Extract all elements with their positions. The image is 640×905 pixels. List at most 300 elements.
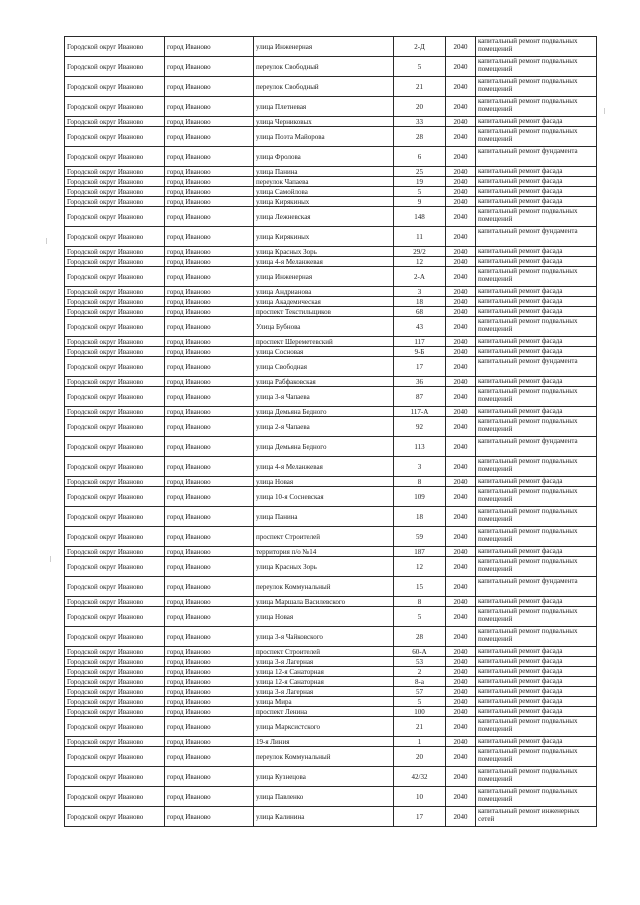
district-cell: Городской округ Иваново [65, 97, 165, 117]
year-cell: 2040 [446, 317, 476, 337]
table-row [65, 337, 597, 347]
work-type-cell: капитальный ремонт инженерных сетей [476, 807, 597, 827]
district-cell: Городской округ Иваново [65, 657, 165, 667]
table-row [65, 297, 597, 307]
house-number-cell: 5 [394, 187, 446, 197]
street-cell: улица Новая [254, 607, 394, 627]
work-type-cell: капитальный ремонт подвальных помещений [476, 767, 597, 787]
city-cell: город Иваново [165, 337, 254, 347]
city-cell: город Иваново [165, 127, 254, 147]
work-type-cell: капитальный ремонт фасада [476, 117, 597, 127]
city-cell: город Иваново [165, 677, 254, 687]
table-row [65, 647, 597, 657]
street-cell: улица Мира [254, 697, 394, 707]
district-cell: Городской округ Иваново [65, 627, 165, 647]
district-cell: Городской округ Иваново [65, 407, 165, 417]
district-cell: Городской округ Иваново [65, 347, 165, 357]
city-cell: город Иваново [165, 347, 254, 357]
street-cell: улица Марксистского [254, 717, 394, 737]
street-cell: улица 3-я Чапаева [254, 387, 394, 407]
table-row [65, 687, 597, 697]
city-cell: город Иваново [165, 417, 254, 437]
table-row [65, 147, 597, 167]
work-type-cell: капитальный ремонт фасада [476, 597, 597, 607]
work-type-cell: капитальный ремонт фасада [476, 167, 597, 177]
house-number-cell: 8 [394, 597, 446, 607]
district-cell: Городской округ Иваново [65, 597, 165, 607]
street-cell: улица 3-я Лагерная [254, 687, 394, 697]
district-cell: Городской округ Иваново [65, 247, 165, 257]
street-cell: Улица Бубнова [254, 317, 394, 337]
year-cell: 2040 [446, 307, 476, 317]
city-cell: город Иваново [165, 667, 254, 677]
table-row [65, 57, 597, 77]
work-type-cell: капитальный ремонт фундамента [476, 227, 597, 247]
year-cell: 2040 [446, 787, 476, 807]
scan-mark [50, 556, 51, 562]
year-cell: 2040 [446, 437, 476, 457]
house-number-cell: 12 [394, 557, 446, 577]
table-row [65, 527, 597, 547]
house-number-cell: 19 [394, 177, 446, 187]
district-cell: Городской округ Иваново [65, 527, 165, 547]
year-cell: 2040 [446, 507, 476, 527]
house-number-cell: 20 [394, 97, 446, 117]
house-number-cell: 42/32 [394, 767, 446, 787]
city-cell: город Иваново [165, 487, 254, 507]
street-cell: улица 4-я Меланжевая [254, 457, 394, 477]
district-cell: Городской округ Иваново [65, 577, 165, 597]
street-cell: улица Академическая [254, 297, 394, 307]
house-number-cell: 2-Д [394, 37, 446, 57]
house-number-cell: 9-Б [394, 347, 446, 357]
year-cell: 2040 [446, 97, 476, 117]
district-cell: Городской округ Иваново [65, 287, 165, 297]
district-cell: Городской округ Иваново [65, 607, 165, 627]
year-cell: 2040 [446, 627, 476, 647]
table-row [65, 477, 597, 487]
street-cell: улица Плетневая [254, 97, 394, 117]
house-number-cell: 117 [394, 337, 446, 347]
city-cell: город Иваново [165, 787, 254, 807]
year-cell: 2040 [446, 197, 476, 207]
table-row [65, 127, 597, 147]
work-type-cell: капитальный ремонт фасада [476, 737, 597, 747]
city-cell: город Иваново [165, 547, 254, 557]
street-cell: переулок Свободный [254, 57, 394, 77]
city-cell: город Иваново [165, 647, 254, 657]
street-cell: улица Самойлова [254, 187, 394, 197]
house-number-cell: 2 [394, 667, 446, 677]
work-type-cell: капитальный ремонт фасада [476, 657, 597, 667]
table-row [65, 207, 597, 227]
work-type-cell: капитальный ремонт фасада [476, 687, 597, 697]
house-number-cell: 20 [394, 747, 446, 767]
street-cell: улица Свободная [254, 357, 394, 377]
work-type-cell: капитальный ремонт фасада [476, 187, 597, 197]
district-cell: Городской округ Иваново [65, 357, 165, 377]
table-row [65, 697, 597, 707]
street-cell: улица Новая [254, 477, 394, 487]
scan-mark [604, 108, 605, 114]
house-number-cell: 109 [394, 487, 446, 507]
house-number-cell: 92 [394, 417, 446, 437]
table-row [65, 177, 597, 187]
street-cell: проспект Шереметевский [254, 337, 394, 347]
year-cell: 2040 [446, 187, 476, 197]
work-type-cell: капитальный ремонт фасада [476, 647, 597, 657]
street-cell: улица Демьяна Бедного [254, 407, 394, 417]
work-type-cell: капитальный ремонт фасада [476, 377, 597, 387]
district-cell: Городской округ Иваново [65, 127, 165, 147]
street-cell: улица Маршала Василевского [254, 597, 394, 607]
house-number-cell: 8 [394, 477, 446, 487]
year-cell: 2040 [446, 357, 476, 377]
table-row [65, 167, 597, 177]
work-type-cell: капитальный ремонт фундамента [476, 357, 597, 377]
district-cell: Городской округ Иваново [65, 207, 165, 227]
year-cell: 2040 [446, 487, 476, 507]
year-cell: 2040 [446, 337, 476, 347]
year-cell: 2040 [446, 697, 476, 707]
work-type-cell: капитальный ремонт подвальных помещений [476, 317, 597, 337]
city-cell: город Иваново [165, 37, 254, 57]
street-cell: улица Инженерная [254, 37, 394, 57]
street-cell: улица 3-я Лагерная [254, 657, 394, 667]
year-cell: 2040 [446, 597, 476, 607]
table-row [65, 247, 597, 257]
house-number-cell: 11 [394, 227, 446, 247]
year-cell: 2040 [446, 227, 476, 247]
work-type-cell: капитальный ремонт подвальных помещений [476, 487, 597, 507]
year-cell: 2040 [446, 667, 476, 677]
table-row [65, 667, 597, 677]
table-row [65, 317, 597, 337]
street-cell: улица 12-я Санаторная [254, 677, 394, 687]
house-number-cell: 21 [394, 77, 446, 97]
year-cell: 2040 [446, 267, 476, 287]
house-number-cell: 57 [394, 687, 446, 697]
repair-schedule-table [64, 36, 597, 827]
street-cell: улица Демьяна Бедного [254, 437, 394, 457]
work-type-cell: капитальный ремонт подвальных помещений [476, 127, 597, 147]
year-cell: 2040 [446, 287, 476, 297]
city-cell: город Иваново [165, 747, 254, 767]
street-cell: улица Павленко [254, 787, 394, 807]
house-number-cell: 6 [394, 147, 446, 167]
city-cell: город Иваново [165, 717, 254, 737]
street-cell: улица Сосновая [254, 347, 394, 357]
district-cell: Городской округ Иваново [65, 667, 165, 677]
city-cell: город Иваново [165, 767, 254, 787]
house-number-cell: 25 [394, 167, 446, 177]
year-cell: 2040 [446, 707, 476, 717]
house-number-cell: 36 [394, 377, 446, 387]
year-cell: 2040 [446, 297, 476, 307]
work-type-cell: капитальный ремонт подвальных помещений [476, 527, 597, 547]
house-number-cell: 12 [394, 257, 446, 267]
district-cell: Городской округ Иваново [65, 387, 165, 407]
street-cell: улица Андрианова [254, 287, 394, 297]
district-cell: Городской округ Иваново [65, 547, 165, 557]
year-cell: 2040 [446, 527, 476, 547]
work-type-cell: капитальный ремонт подвальных помещений [476, 387, 597, 407]
district-cell: Городской округ Иваново [65, 267, 165, 287]
year-cell: 2040 [446, 607, 476, 627]
house-number-cell: 59 [394, 527, 446, 547]
city-cell: город Иваново [165, 627, 254, 647]
table-row [65, 187, 597, 197]
work-type-cell: капитальный ремонт подвальных помещений [476, 57, 597, 77]
house-number-cell: 17 [394, 357, 446, 377]
house-number-cell: 148 [394, 207, 446, 227]
year-cell: 2040 [446, 57, 476, 77]
table-row [65, 347, 597, 357]
district-cell: Городской округ Иваново [65, 647, 165, 657]
house-number-cell: 15 [394, 577, 446, 597]
work-type-cell: капитальный ремонт подвальных помещений [476, 37, 597, 57]
work-type-cell: капитальный ремонт фундамента [476, 147, 597, 167]
street-cell: улица Красных Зорь [254, 247, 394, 257]
document-page [64, 36, 596, 827]
house-number-cell: 100 [394, 707, 446, 717]
table-row [65, 227, 597, 247]
house-number-cell: 2-А [394, 267, 446, 287]
work-type-cell: капитальный ремонт фасада [476, 547, 597, 557]
house-number-cell: 117-А [394, 407, 446, 417]
street-cell: переулок Чапаева [254, 177, 394, 187]
house-number-cell: 53 [394, 657, 446, 667]
year-cell: 2040 [446, 647, 476, 657]
street-cell: проспект Строителей [254, 527, 394, 547]
scan-mark [46, 238, 47, 244]
house-number-cell: 10 [394, 787, 446, 807]
table-row [65, 407, 597, 417]
house-number-cell: 8-а [394, 677, 446, 687]
house-number-cell: 60-А [394, 647, 446, 657]
district-cell: Городской округ Иваново [65, 507, 165, 527]
city-cell: город Иваново [165, 507, 254, 527]
street-cell: улица 12-я Санаторная [254, 667, 394, 677]
table-row [65, 437, 597, 457]
year-cell: 2040 [446, 737, 476, 747]
year-cell: 2040 [446, 207, 476, 227]
city-cell: город Иваново [165, 457, 254, 477]
district-cell: Городской округ Иваново [65, 487, 165, 507]
table-row [65, 657, 597, 667]
work-type-cell: капитальный ремонт фасада [476, 707, 597, 717]
work-type-cell: капитальный ремонт фундамента [476, 577, 597, 597]
house-number-cell: 18 [394, 297, 446, 307]
year-cell: 2040 [446, 477, 476, 487]
house-number-cell: 113 [394, 437, 446, 457]
street-cell: улица 4-я Меланжевая [254, 257, 394, 267]
district-cell: Городской округ Иваново [65, 717, 165, 737]
work-type-cell: капитальный ремонт фасада [476, 197, 597, 207]
work-type-cell: капитальный ремонт фасада [476, 337, 597, 347]
city-cell: город Иваново [165, 287, 254, 297]
city-cell: город Иваново [165, 597, 254, 607]
street-cell: переулок Коммунальный [254, 747, 394, 767]
table-row [65, 747, 597, 767]
city-cell: город Иваново [165, 557, 254, 577]
work-type-cell: капитальный ремонт фасада [476, 177, 597, 187]
table-row [65, 597, 597, 607]
work-type-cell: капитальный ремонт фасада [476, 257, 597, 267]
house-number-cell: 17 [394, 807, 446, 827]
district-cell: Городской округ Иваново [65, 257, 165, 267]
street-cell: улица Кузнецова [254, 767, 394, 787]
district-cell: Городской округ Иваново [65, 167, 165, 177]
table-row [65, 557, 597, 577]
year-cell: 2040 [446, 347, 476, 357]
district-cell: Городской округ Иваново [65, 807, 165, 827]
city-cell: город Иваново [165, 577, 254, 597]
city-cell: город Иваново [165, 167, 254, 177]
table-row [65, 117, 597, 127]
table-row [65, 707, 597, 717]
year-cell: 2040 [446, 767, 476, 787]
house-number-cell: 68 [394, 307, 446, 317]
city-cell: город Иваново [165, 387, 254, 407]
city-cell: город Иваново [165, 657, 254, 667]
district-cell: Городской округ Иваново [65, 177, 165, 187]
district-cell: Городской округ Иваново [65, 337, 165, 347]
house-number-cell: 5 [394, 697, 446, 707]
table-row [65, 37, 597, 57]
table-row [65, 487, 597, 507]
work-type-cell: капитальный ремонт фасада [476, 297, 597, 307]
district-cell: Городской округ Иваново [65, 37, 165, 57]
city-cell: город Иваново [165, 317, 254, 337]
city-cell: город Иваново [165, 737, 254, 747]
year-cell: 2040 [446, 557, 476, 577]
city-cell: город Иваново [165, 697, 254, 707]
table-row [65, 457, 597, 477]
street-cell: 19-я Линия [254, 737, 394, 747]
year-cell: 2040 [446, 117, 476, 127]
work-type-cell: капитальный ремонт фасада [476, 407, 597, 417]
city-cell: город Иваново [165, 267, 254, 287]
street-cell: улица Кирякиных [254, 197, 394, 207]
work-type-cell: капитальный ремонт подвальных помещений [476, 607, 597, 627]
table-row [65, 377, 597, 387]
city-cell: город Иваново [165, 257, 254, 267]
year-cell: 2040 [446, 547, 476, 557]
table-row [65, 607, 597, 627]
city-cell: город Иваново [165, 117, 254, 127]
house-number-cell: 3 [394, 457, 446, 477]
table-row [65, 417, 597, 437]
work-type-cell: капитальный ремонт подвальных помещений [476, 267, 597, 287]
table-row [65, 787, 597, 807]
street-cell: улица Калинина [254, 807, 394, 827]
district-cell: Городской округ Иваново [65, 677, 165, 687]
city-cell: город Иваново [165, 407, 254, 417]
work-type-cell: капитальный ремонт подвальных помещений [476, 97, 597, 117]
city-cell: город Иваново [165, 187, 254, 197]
house-number-cell: 3 [394, 287, 446, 297]
street-cell: улица Панина [254, 507, 394, 527]
street-cell: проспект Строителей [254, 647, 394, 657]
city-cell: город Иваново [165, 227, 254, 247]
street-cell: проспект Ленина [254, 707, 394, 717]
street-cell: улица Лежневская [254, 207, 394, 227]
year-cell: 2040 [446, 387, 476, 407]
district-cell: Городской округ Иваново [65, 297, 165, 307]
work-type-cell: капитальный ремонт подвальных помещений [476, 417, 597, 437]
city-cell: город Иваново [165, 607, 254, 627]
district-cell: Городской округ Иваново [65, 437, 165, 457]
street-cell: переулок Свободный [254, 77, 394, 97]
street-cell: улица Черниковых [254, 117, 394, 127]
district-cell: Городской округ Иваново [65, 557, 165, 577]
house-number-cell: 28 [394, 127, 446, 147]
year-cell: 2040 [446, 677, 476, 687]
work-type-cell: капитальный ремонт фасада [476, 247, 597, 257]
table-row [65, 547, 597, 557]
table-row [65, 257, 597, 267]
table-row [65, 507, 597, 527]
work-type-cell: капитальный ремонт подвальных помещений [476, 787, 597, 807]
house-number-cell: 5 [394, 57, 446, 77]
year-cell: 2040 [446, 77, 476, 97]
street-cell: проспект Текстильщиков [254, 307, 394, 317]
table-row [65, 287, 597, 297]
table-row [65, 97, 597, 117]
city-cell: город Иваново [165, 307, 254, 317]
district-cell: Городской округ Иваново [65, 787, 165, 807]
table-row [65, 387, 597, 407]
district-cell: Городской округ Иваново [65, 707, 165, 717]
street-cell: улица Рабфаковская [254, 377, 394, 387]
work-type-cell: капитальный ремонт подвальных помещений [476, 207, 597, 227]
street-cell: улица Фролова [254, 147, 394, 167]
district-cell: Городской округ Иваново [65, 747, 165, 767]
work-type-cell: капитальный ремонт подвальных помещений [476, 77, 597, 97]
street-cell: улица Поэта Майорова [254, 127, 394, 147]
house-number-cell: 5 [394, 607, 446, 627]
city-cell: город Иваново [165, 247, 254, 257]
table-row [65, 627, 597, 647]
table-row [65, 737, 597, 747]
house-number-cell: 18 [394, 507, 446, 527]
city-cell: город Иваново [165, 477, 254, 487]
district-cell: Городской округ Иваново [65, 697, 165, 707]
year-cell: 2040 [446, 717, 476, 737]
district-cell: Городской округ Иваново [65, 317, 165, 337]
city-cell: город Иваново [165, 687, 254, 697]
city-cell: город Иваново [165, 527, 254, 547]
street-cell: улица Панина [254, 167, 394, 177]
district-cell: Городской округ Иваново [65, 187, 165, 197]
house-number-cell: 29/2 [394, 247, 446, 257]
year-cell: 2040 [446, 457, 476, 477]
district-cell: Городской округ Иваново [65, 417, 165, 437]
city-cell: город Иваново [165, 207, 254, 227]
district-cell: Городской округ Иваново [65, 377, 165, 387]
city-cell: город Иваново [165, 707, 254, 717]
district-cell: Городской округ Иваново [65, 687, 165, 697]
table-row [65, 197, 597, 207]
house-number-cell: 87 [394, 387, 446, 407]
year-cell: 2040 [446, 687, 476, 697]
district-cell: Городской округ Иваново [65, 227, 165, 247]
city-cell: город Иваново [165, 197, 254, 207]
city-cell: город Иваново [165, 357, 254, 377]
year-cell: 2040 [446, 127, 476, 147]
work-type-cell: капитальный ремонт фасада [476, 477, 597, 487]
